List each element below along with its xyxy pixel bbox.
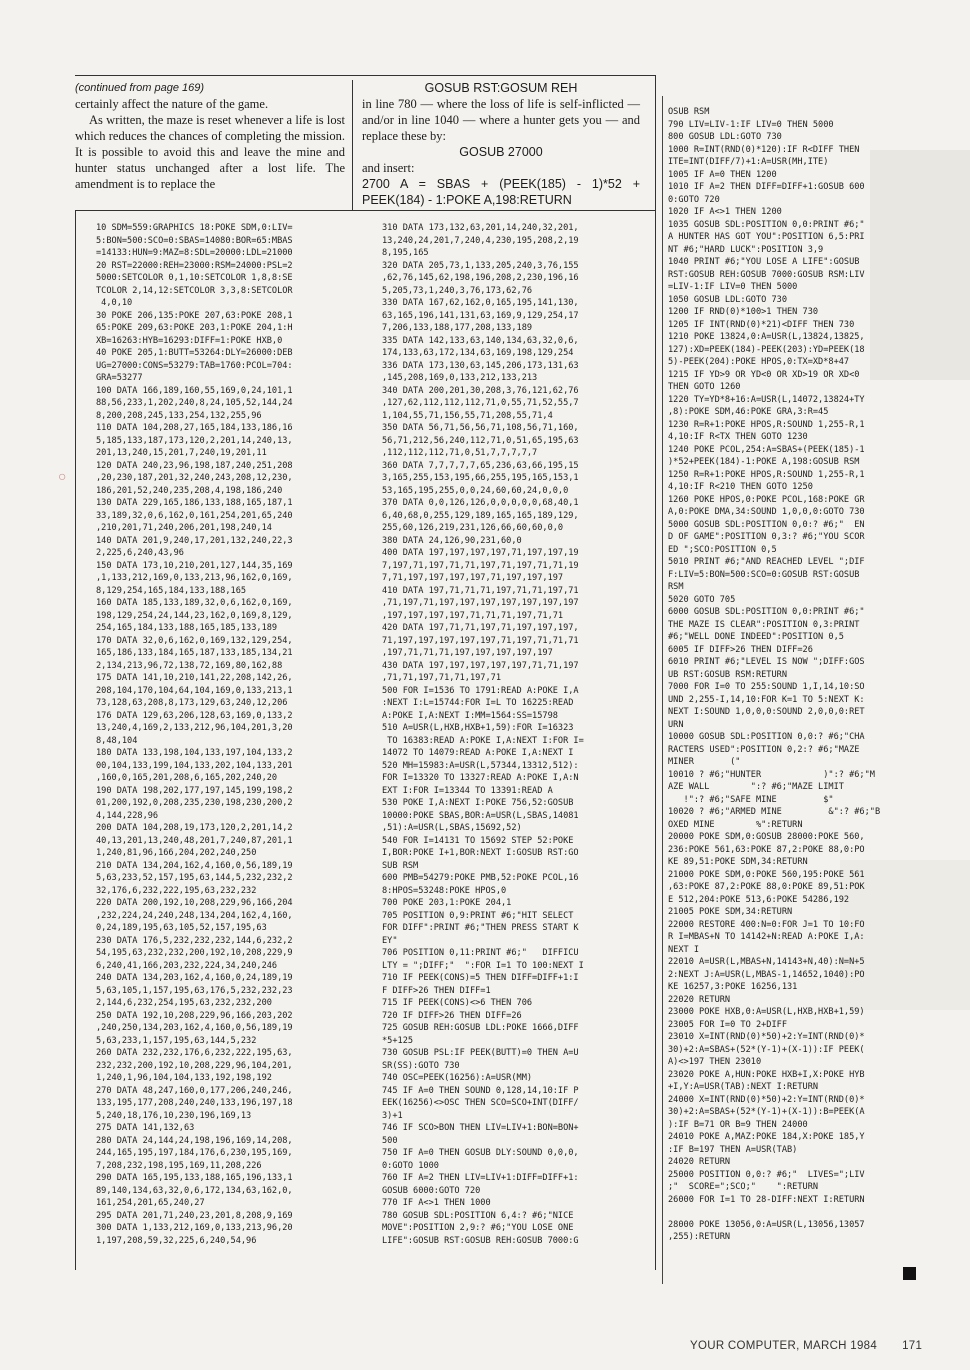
code-line: 705 POSITION 0,9:PRINT #6;"HIT SELECT: [382, 910, 574, 921]
code-line: 130 DATA 229,165,186,133,188,165,187,1: [96, 498, 293, 508]
code-line: 127):XD=PEEK(184)-PEEK(203):YD=PEEK(18: [668, 344, 865, 355]
code-line: 54,195,63,232,232,200,192,10,208,229,9: [96, 948, 293, 958]
code-line: 73,128,63,208,8,173,129,63,240,12,206: [96, 698, 288, 708]
code-line: 760 IF A=2 THEN LIV=LIV+1:DIFF=DIFF+1:: [382, 1173, 579, 1183]
code-line: NEXT I:SOUND 1,0,0,0:SOUND 2,0,0,0:RET: [668, 707, 865, 717]
listing-frame-right: [655, 75, 656, 1270]
code-line: 0,24,189,195,63,105,52,157,195,63: [96, 923, 267, 933]
code-line: 25000 POSITION 0,0:? #6;" LIVES=";LIV: [668, 1169, 865, 1180]
code-line: 1260 POKE HPOS,0:POKE PCOL,168:POKE GR: [668, 494, 865, 505]
end-mark: [903, 1267, 916, 1280]
code-line: 100 DATA 166,189,160,55,169,0,24,101,1: [96, 385, 293, 396]
code-line: RST:GOSUB REH:GOSUB 7000:GOSUB RSM:LIV: [668, 269, 865, 280]
code-line: 295 DATA 201,71,240,23,201,8,208,9,169: [96, 1210, 293, 1221]
code-line: UND 2,255-I,14,10:FOR K=1 TO 5:NEXT K:: [668, 694, 865, 705]
code-line: MOVE":POSITION 2,9:? #6;"YOU LOSE ONE: [382, 1223, 574, 1233]
code-line: 750 IF A=0 THEN GOSUB DLY:SOUND 0,0,0,: [382, 1148, 579, 1158]
code-line: 8,200,208,245,133,254,132,255,96: [96, 410, 262, 421]
code-line: 22010 A=USR(L,MBAS+N,14143+N,40):N=N+5: [668, 957, 865, 967]
code-line: 10 SDM=559:GRAPHICS 18:POKE SDM,0:LIV=: [96, 223, 293, 233]
code-line: 1,104,55,71,156,55,71,208,55,71,4: [382, 410, 553, 421]
code-line: )*52+PEEK(184)-1:POKE A,198:GOSUB RSM: [668, 457, 860, 467]
code-line: +I,Y:A=USR(TAB):NEXT I:RETURN: [668, 1082, 819, 1092]
code-line: EEK(16256)<>OSC THEN SCO=SCO+INT(DIFF/: [382, 1098, 579, 1108]
code-line: 40,13,201,13,240,48,201,7,240,87,201,1: [96, 835, 293, 846]
code-line: 1,197,208,59,32,225,6,240,54,96: [96, 1235, 257, 1246]
code-line: 5,63,233,52,157,195,63,144,5,232,232,2: [96, 873, 293, 883]
code-line: =LIV-1:IF LIV=0 THEN 5000: [668, 282, 798, 292]
listing-column-1: [96, 222, 293, 1247]
code-line: 186,201,52,240,235,208,4,198,186,240: [96, 485, 283, 496]
code-line: ,145,208,169,0,133,212,133,213: [382, 373, 538, 383]
code-line: [668, 1206, 880, 1219]
code-line: 170 DATA 32,0,6,162,0,169,132,129,254,: [96, 635, 293, 646]
code-line: 1020 IF A<>1 THEN 1200: [668, 207, 782, 217]
code-line: 5020 GOTO 705: [668, 594, 736, 605]
code-line: 530 POKE I,A:NEXT I:POKE 756,52:GOSUB: [382, 798, 574, 808]
code-line: 175 DATA 141,10,210,141,22,208,142,26,: [96, 673, 293, 683]
code-line: 10000 GOSUB SDL:POSITION 0,0:? #6;"CHA: [668, 732, 865, 742]
code-line: FOR DIFF":PRINT #6;"THEN PRESS START K: [382, 923, 579, 933]
code-line: 250 DATA 192,10,208,229,96,166,203,202: [96, 1010, 293, 1021]
code-line: I,BOR:POKE I+1,BOR:NEXT I:GOSUB RST:GO: [382, 848, 579, 858]
code-line: ,71,71,197,71,71,197,71: [382, 673, 501, 683]
code-line: 6000 GOSUB SDL:POSITION 0,0:PRINT #6;": [668, 607, 865, 617]
code-line: 320 DATA 205,73,1,133,205,240,3,76,155: [382, 260, 579, 271]
magazine-issue: YOUR COMPUTER, MARCH 1984: [690, 1340, 878, 1352]
code-line: 260 DATA 232,232,176,6,232,222,195,63,: [96, 1048, 293, 1058]
code-line: 800 GOSUB LDL:GOTO 730: [668, 132, 782, 142]
code-line: 230 DATA 176,5,232,232,232,144,6,232,2: [96, 935, 293, 946]
code-line: 730 GOSUB PSL:IF PEEK(BUTT)=0 THEN A=U: [382, 1048, 579, 1058]
code-line: RSM: [668, 582, 684, 592]
code-line: 89,140,134,63,32,0,6,172,134,63,162,0,: [96, 1185, 293, 1196]
top-rule: [75, 75, 655, 76]
amendment-text: [362, 80, 640, 208]
code-line: 400 DATA 197,197,197,197,71,197,197,19: [382, 548, 579, 558]
code-line: 176 DATA 129,63,206,128,63,169,0,133,2: [96, 710, 293, 721]
code-line: UB RST:GOSUB RSM:RETURN: [668, 669, 787, 680]
code-line: 1220 TY=YD*8+16:A=USR(L,14072,13824+TY: [668, 394, 865, 405]
code-line: 13,240,4,169,2,133,212,96,104,201,3,20: [96, 723, 293, 733]
listing-frame-top: [75, 210, 655, 211]
code-line: 200 DATA 104,208,19,173,120,2,201,14,2: [96, 823, 293, 833]
code-line: SUB RSM: [382, 860, 419, 871]
code-line: 23010 X=INT(RND(0)*50)+2:Y=INT(RND(0)*: [668, 1032, 865, 1042]
code-line: ):IF B=71 OR B=9 THEN 24000: [668, 1119, 808, 1130]
code-line: 7,208,232,198,195,169,11,208,226: [96, 1160, 262, 1171]
code-line: R I=MBAS+N TO 14142+N:READ A:POKE I,A:: [668, 932, 865, 942]
code-line: #6;"WELL DONE INDEED":POSITION 0,5: [668, 632, 844, 642]
code-line: 740 OSC=PEEK(16256):A=USR(MM): [382, 1073, 533, 1083]
column-rule: [352, 80, 353, 210]
code-line: ,197,71,71,71,197,197,197,197,197: [382, 648, 553, 658]
code-line: 280 DATA 24,144,24,198,196,169,14,208,: [96, 1135, 293, 1146]
code-line: 500: [382, 1135, 398, 1146]
code-line: 63,165,196,141,131,63,169,9,129,254,17: [382, 310, 579, 321]
code-line: 7,197,71,197,71,71,197,71,197,71,71,19: [382, 560, 579, 571]
code-line: 110 DATA 104,208,27,165,184,133,186,16: [96, 423, 293, 433]
code-line: 254,165,184,133,188,165,185,133,189: [96, 623, 278, 633]
code-line: 1010 IF A=2 THEN DIFF=DIFF+1:GOSUB 600: [668, 182, 865, 192]
code-line: 133,195,177,208,240,240,133,196,197,18: [96, 1098, 293, 1108]
code-line: 330 DATA 167,62,162,0,165,195,141,130,: [382, 298, 579, 308]
code-line: 23020 POKE A,HUN:POKE HXB+I,X:POKE HYB: [668, 1069, 865, 1080]
code-line: A)<>197 THEN 23010: [668, 1057, 762, 1067]
code-line: 20000 POKE SDM,0:GOSUB 28000:POKE 560,: [668, 832, 865, 842]
code-line: 1210 POKE 13824,0:A=USR(L,13824,13825,: [668, 332, 865, 342]
code-line: EXT I:FOR I=13344 TO 13391:READ A: [382, 785, 553, 796]
code-line: 160 DATA 185,133,189,32,0,6,162,0,169,: [96, 598, 293, 608]
code-line: 1005 IF A=0 THEN 1200: [668, 169, 777, 180]
code-line: LTY = ";DIFF;" ":FOR I=1 TO 100:NEXT I: [382, 960, 584, 971]
code-line: 174,133,63,172,134,63,169,198,129,254: [382, 348, 574, 358]
code-line: 53,165,195,255,0,0,24,60,60,24,0,0,0: [382, 485, 569, 496]
code-line: ,63:POKE 87,2:POKE 88,0:POKE 89,51:POK: [668, 882, 865, 892]
code-line: 210 DATA 134,204,162,4,160,0,56,189,19: [96, 860, 293, 871]
code-line: 2,134,213,96,72,138,72,169,80,162,88: [96, 660, 283, 671]
code-line: 7000 FOR I=0 TO 255:SOUND 1,I,14,10:SO: [668, 682, 865, 692]
code-line: 5000 GOSUB SDL:POSITION 0,0:? #6;" EN: [668, 519, 865, 530]
code-line: ITE=INT(DIFF/7)+1:A=USR(MH,ITE): [668, 157, 829, 167]
code-line: ,51):A=USR(L,SBAS,15692,52): [382, 823, 522, 833]
code-line: ,255):RETURN: [668, 1232, 731, 1242]
code-line: 1000 R=INT(RND(0)*120):IF R<DIFF THEN: [668, 144, 860, 155]
code-line: 14072 TO 14079:READ A:POKE I,A:NEXT I: [382, 748, 574, 758]
code-line: 430 DATA 197,197,197,197,197,71,71,197: [382, 660, 579, 671]
code-line: 410 DATA 197,71,71,71,197,71,71,197,71: [382, 585, 579, 596]
code-line: 255,60,126,219,231,126,66,60,60,0,0: [382, 523, 564, 533]
code-line: 745 IF A=0 THEN SOUND 0,128,14,10:IF P: [382, 1085, 579, 1096]
code-line: 1215 IF YD>9 OR YD<0 OR XD>19 OR XD<0: [668, 369, 860, 380]
code-line: D OF GAME":POSITION 0,3:? #6;"YOU SCOR: [668, 532, 865, 542]
margin-mark: ○: [58, 468, 67, 484]
code-line: 360 DATA 7,7,7,7,7,65,236,63,66,195,15: [382, 460, 579, 471]
code-line: ,112,112,112,71,0,51,7,7,7,7,7: [382, 448, 538, 458]
amendment-insert: and insert:: [362, 161, 415, 175]
code-line: SR(SS):GOTO 730: [382, 1060, 460, 1071]
code-line: 1,240,81,96,166,204,202,240,250: [96, 848, 257, 858]
code-line: 56,71,212,56,240,112,71,0,51,65,195,63: [382, 435, 579, 446]
code-line: ,160,0,165,201,208,6,165,202,240,20: [96, 773, 278, 783]
code-line: 28000 POKE 13056,0:A=USR(L,13056,13057: [668, 1219, 865, 1230]
code-line: 275 DATA 141,132,63: [96, 1123, 195, 1133]
code-line: 600 PMB=54279:POKE PMB,52:POKE PCOL,16: [382, 873, 579, 883]
code-line: 350 DATA 56,71,56,56,71,108,56,71,160,: [382, 423, 579, 433]
code-line: TCOLOR 2,14,12:SETCOLOR 3,3,8:SETCOLOR: [96, 285, 293, 296]
listing-column-2: [382, 222, 584, 1247]
code-line: 1205 IF INT(RND(0)*21)<DIFF THEN 730: [668, 319, 855, 330]
code-line: 725 GOSUB REH:GOSUB LDL:POKE 1666,DIFF: [382, 1023, 579, 1033]
intro-text: [75, 80, 345, 192]
code-line: 380 DATA 24,126,90,231,60,0: [382, 535, 522, 546]
code-line: 5)-PEEK(204):POKE HPOS,0:TX=XD*8+47: [668, 357, 850, 367]
code-line: 1230 R=R+1:POKE HPOS,R:SOUND 1,255-R,1: [668, 419, 865, 430]
code-line: *5+125: [382, 1035, 414, 1046]
code-line: GOSUB 6000:GOTO 720: [382, 1185, 481, 1196]
code-line: ,71,197,71,197,197,197,197,197,197,197: [382, 598, 579, 608]
code-line: 3,165,255,153,195,66,255,195,165,153,1: [382, 473, 579, 483]
code-line: RACTERS USED":POSITION 0,2:? #6;"MAZE: [668, 744, 860, 755]
code-line: KE 16257,3:POKE 16256,131: [668, 982, 798, 992]
code-line: 746 IF SCO>BON THEN LIV=LIV+1:BON=BON+: [382, 1123, 579, 1133]
code-line: 8,195,165: [382, 248, 429, 258]
code-line: :NEXT I:L=15744:FOR I=L TO 16225:READ: [382, 698, 574, 708]
code-line: 33,189,32,0,6,162,0,161,254,201,65,240: [96, 510, 293, 521]
code-line: 8:HPOS=53248:POKE HPOS,0: [382, 885, 507, 896]
code-line: 4,10:IF R<210 THEN GOTO 1250: [668, 482, 813, 492]
code-line: 720 IF DIFF>26 THEN DIFF=26: [382, 1010, 522, 1021]
code-line: 236:POKE 561,63:POKE 87,2:POKE 88,0:PO: [668, 844, 865, 855]
code-line: 6,40,68,0,255,129,189,165,165,189,129,: [382, 510, 579, 521]
code-line: 335 DATA 142,133,63,140,134,63,32,0,6,: [382, 335, 579, 346]
code-line: 30)+2:A=SBAS+(52*(Y-1)+(X-1)):B=PEEK(A: [668, 1107, 865, 1117]
code-line: 10000:POKE SBAS,BOR:A=USR(L,SBAS,14081: [382, 810, 579, 821]
code-line: 65:POKE 209,63:POKE 203,1:POKE 204,1:H: [96, 323, 293, 333]
code-line: 0:GOTO 1000: [382, 1160, 439, 1171]
code-line: 7,71,197,197,197,197,71,197,197,197: [382, 573, 564, 583]
code-line: 300 DATA 1,133,212,169,0,133,213,96,20: [96, 1223, 293, 1233]
code-line: 5010 PRINT #6;"AND REACHED LEVEL ";DIF: [668, 557, 865, 567]
amendment-paragraph: in line 780 — where the loss of life is self-inflicted — and/or in line 1040 — where a hunter gets you — and replace these by:: [362, 97, 640, 143]
page-number: 171: [902, 1340, 923, 1352]
code-line: 20 RST=22000:REH=23000:RSM=24000:PSL=2: [96, 260, 293, 271]
code-line: 510 A=USR(L,HXB,HXB+1,59):FOR I=16323: [382, 723, 574, 733]
code-line: TO 16383:READ A:POKE I,A:NEXT I:FOR I=: [382, 735, 584, 746]
code-line: KE 89,51:POKE SDM,34:RETURN: [668, 857, 808, 867]
code-line: 24020 RETURN: [668, 1157, 731, 1167]
code-line: 22000 RESTORE 400:N=0:FOR J=1 TO 10:FO: [668, 919, 865, 930]
code-line: 244,165,195,197,184,176,6,230,195,169,: [96, 1148, 293, 1158]
code-line: 310 DATA 173,132,63,201,14,240,32,201,: [382, 223, 579, 233]
code-line: ,240,250,134,203,162,4,160,0,56,189,19: [96, 1023, 293, 1033]
code-line: :IF B=197 THEN A=USR(TAB): [668, 1144, 798, 1155]
code-line: 71,197,197,197,197,197,71,197,71,71,71: [382, 635, 579, 646]
page-footer: [690, 1340, 922, 1352]
intro-paragraph-2: As written, the maze is reset whenever a life is lost which reduces the chances of completing the mission. It is possible to avoid this and leave the mine and hunter status unchanged after a lost life. The amendment is to replace the: [75, 113, 345, 191]
code-line: 232,232,200,192,10,208,229,96,104,201,: [96, 1060, 293, 1071]
code-line: F:LIV=5:BON=500:SCO=0:GOSUB RST:GOSUB: [668, 569, 860, 580]
code-line: 5000:SETCOLOR 0,1,10:SETCOLOR 1,8,8:SE: [96, 273, 293, 283]
code-line: 32,176,6,232,222,195,63,232,232: [96, 885, 257, 896]
code-line: ,127,62,112,112,112,71,0,55,71,52,55,7: [382, 398, 579, 408]
code-line: !":? #6;"SAFE MINE $": [668, 794, 834, 805]
code-line: 8,48,104: [96, 735, 138, 746]
code-line: XB=16263:HYB=16293:DIFF=1:POKE HXB,0: [96, 335, 283, 346]
code-line: 165,186,133,184,165,187,133,185,134,21: [96, 648, 293, 658]
code-line: ,197,197,197,197,71,71,71,197,71,71: [382, 610, 564, 621]
listing-frame-left: [75, 210, 76, 1270]
code-line: AZE WALL ":? #6;"MAZE LIMIT: [668, 782, 844, 792]
code-line: 1250 R=R+1:POKE HPOS,R:SOUND 1,255-R,1: [668, 469, 865, 480]
code-line: 8,129,254,165,184,133,188,165: [96, 585, 247, 596]
code-line: 5,240,18,176,10,230,196,169,13: [96, 1110, 252, 1121]
code-line: 23000 POKE HXB,0:A=USR(L,HXB,HXB+1,59): [668, 1007, 865, 1017]
code-line: 190 DATA 198,202,177,197,145,199,198,2: [96, 785, 293, 796]
code-line: 6010 PRINT #6;"LEVEL IS NOW ";DIFF:GOS: [668, 657, 865, 667]
code-line: E 512,204:POKE 513,6:POKE 54286,192: [668, 894, 850, 905]
code-line: ;" SCORE=";SCO;" ":RETURN: [668, 1182, 819, 1192]
code-line: 540 FOR I=14131 TO 15692 STEP 52:POKE: [382, 835, 574, 846]
amendment-gosub: GOSUB 27000: [459, 145, 543, 159]
code-line: ,1,133,212,169,0,133,213,96,162,0,169,: [96, 573, 293, 583]
code-line: 220 DATA 200,192,10,208,229,96,166,204: [96, 898, 293, 908]
code-line: THE MAZE IS CLEAR":POSITION 0,3:PRINT: [668, 619, 860, 630]
code-line: 420 DATA 197,71,71,197,71,197,197,197,: [382, 623, 579, 633]
code-line: 0:GOTO 720: [668, 194, 720, 205]
code-line: 1050 GOSUB LDL:GOTO 730: [668, 294, 787, 305]
code-line: 208,104,170,104,64,104,169,0,133,213,1: [96, 685, 293, 696]
code-line: 4,144,228,96: [96, 810, 159, 821]
code-line: 21005 POKE SDM,34:RETURN: [668, 907, 793, 917]
code-line: OXED MINE %":RETURN: [668, 819, 803, 830]
code-line: ,20,230,187,201,32,240,243,208,12,230,: [96, 473, 293, 483]
code-line: A HUNTER HAS GOT YOU":POSITION 6,5:PRI: [668, 232, 865, 242]
code-line: 5,185,133,187,173,120,2,201,14,240,13,: [96, 435, 293, 446]
code-line: GRA=53277: [96, 373, 143, 383]
code-line: 5,63,233,1,157,195,63,144,5,232: [96, 1035, 257, 1046]
code-line: NEXT I: [668, 944, 700, 955]
code-line: 24010 POKE A,MAZ:POKE 184,X:POKE 185,Y: [668, 1132, 865, 1142]
code-line: 790 LIV=LIV-1:IF LIV=0 THEN 5000: [668, 119, 834, 130]
code-line: 22020 RETURN: [668, 994, 731, 1005]
code-line: 1240 POKE PCOL,254:A=SBAS+(PEEK(185)-1: [668, 444, 865, 455]
code-line: ,62,76,145,62,198,196,208,2,230,196,16: [382, 273, 579, 283]
code-line: URN: [668, 719, 684, 730]
code-line: 340 DATA 200,201,30,208,3,76,121,62,76: [382, 385, 579, 396]
code-line: 5:BON=500:SCO=0:SBAS=14080:BOR=65:MBAS: [96, 235, 293, 246]
code-line: 10020 ? #6;"ARMED MINE &":? #6;"B: [668, 807, 881, 817]
code-line: THEN GOTO 1260: [668, 382, 741, 392]
code-line: 6005 IF DIFF>26 THEN DIFF=26: [668, 644, 813, 655]
code-line: 201,13,240,15,201,7,240,19,201,11: [96, 448, 267, 458]
code-line: A:POKE I,A:NEXT I:MM=1564:SS=15798: [382, 710, 558, 721]
code-line: 4,0,10: [96, 298, 133, 308]
code-line: 00,104,133,199,104,133,202,104,133,201: [96, 760, 293, 771]
code-line: 1040 PRINT #6;"YOU LOSE A LIFE":GOSUB: [668, 257, 860, 267]
code-line: 270 DATA 48,247,160,0,177,206,240,246,: [96, 1085, 293, 1096]
code-line: 2:NEXT J:A=USR(L,MBAS-1,14652,1040):PO: [668, 969, 865, 980]
code-line: 520 MH=15983:A=USR(L,57344,13312,512):: [382, 760, 579, 771]
code-line: 140 DATA 201,9,240,17,201,132,240,22,3: [96, 535, 293, 546]
code-line: 24000 X=INT(RND(0)*50)+2:Y=INT(RND(0)*: [668, 1094, 865, 1105]
code-line: 700 POKE 203,1:POKE 204,1: [382, 898, 512, 908]
code-line: 5,205,73,1,240,3,76,173,62,76: [382, 285, 533, 296]
code-line: 240 DATA 134,203,162,4,160,0,24,189,19: [96, 973, 293, 983]
code-line: 198,129,254,24,144,23,162,0,169,8,129,: [96, 610, 293, 621]
amendment-code: 2700 A = SBAS + (PEEK(185) - 1)*52 + PEEK(184) - 1:POKE A,198:RETURN: [362, 177, 640, 207]
code-line: UG=27000:CONS=53279:TAB=1760:PCOL=704:: [96, 360, 293, 371]
code-line: 13,240,24,201,7,240,4,230,195,208,2,19: [382, 235, 579, 246]
code-line: 710 IF PEEK(CONS)=5 THEN DIFF=DIFF+1:I: [382, 973, 579, 983]
listing-column-3: [668, 106, 880, 1244]
code-line: 706 POSITION 0,11:PRINT #6;" DIFFICU: [382, 948, 579, 958]
intro-paragraph-1: certainly affect the nature of the game.: [75, 97, 269, 111]
code-line: ,232,224,24,240,248,134,204,162,4,160,: [96, 910, 293, 921]
code-line: 150 DATA 173,10,210,201,127,144,35,169: [96, 560, 293, 571]
code-line: 3)+1: [382, 1110, 403, 1121]
continued-note: (continued from page 169): [75, 82, 205, 94]
code-line: 161,254,201,65,240,27: [96, 1198, 205, 1208]
code-line: 26000 FOR I=1 TO 28-DIFF:NEXT I:RETURN: [668, 1194, 865, 1205]
code-line: A,0:POKE DMA,34:SOUND 1,0,0,0:GOTO 730: [668, 507, 865, 517]
code-line: 290 DATA 165,195,133,188,165,196,133,1: [96, 1173, 293, 1183]
code-line: 30 POKE 206,135:POKE 207,63:POKE 208,1: [96, 310, 293, 321]
code-line: 10010 ? #6;"HUNTER )":? #6;"M: [668, 769, 875, 780]
code-line: 40 POKE 205,1:BUTT=53264:DLY=26000:DEB: [96, 348, 293, 358]
code-line: 370 DATA 0,0,126,126,0,0,0,0,0,68,40,1: [382, 498, 579, 508]
code-line: 21000 POKE SDM,0:POKE 560,195:POKE 561: [668, 869, 865, 880]
code-line: LIFE":GOSUB RST:GOSUB REH:GOSUB 7000:G: [382, 1235, 579, 1246]
code-line: 88,56,233,1,202,240,8,24,105,52,144,24: [96, 398, 293, 408]
code-line: EY": [382, 935, 398, 946]
code-line: =14133:HUN=9:MAZ=8:SDL=20000:LDL=21000: [96, 248, 293, 258]
code-line: 4,10:IF R<TX THEN GOTO 1230: [668, 432, 808, 442]
code-line: 6,240,41,166,203,232,224,34,240,246: [96, 960, 278, 971]
code-line: FOR I=13320 TO 13327:READ A:POKE I,A:N: [382, 773, 579, 783]
code-line: 120 DATA 240,23,96,198,187,240,251,208: [96, 460, 293, 471]
code-line: 5,63,105,1,157,195,63,176,5,232,232,23: [96, 985, 293, 996]
code-line: 336 DATA 173,130,63,145,206,173,131,63: [382, 360, 579, 371]
code-line: ,8):POKE SDM,46:POKE GRA,3:R=45: [668, 407, 829, 417]
code-line: 770 IF A<>1 THEN 1000: [382, 1198, 491, 1208]
code-line: 500 FOR I=1536 TO 1791:READ A:POKE I,A: [382, 685, 579, 696]
code-line: 1200 IF RND(0)*100>1 THEN 730: [668, 307, 819, 317]
code-line: 715 IF PEEK(CONS)<>6 THEN 706: [382, 998, 533, 1008]
code-line: 01,200,192,0,208,235,230,198,230,200,2: [96, 798, 293, 808]
code-line: 1035 GOSUB SDL:POSITION 0,0:PRINT #6;": [668, 219, 865, 230]
code-line: 1,240,1,96,104,104,133,192,198,192: [96, 1073, 272, 1083]
code-line: MINER (": [668, 757, 741, 767]
code-line: 2,144,6,232,254,195,63,232,232,200: [96, 998, 272, 1008]
code-line: 180 DATA 133,198,104,133,197,104,133,2: [96, 748, 293, 758]
code-line: OSUB RSM: [668, 107, 710, 117]
code-line: 30)+2:A=SBAS+(52*(Y-1)+(X-1)):IF PEEK(: [668, 1044, 865, 1055]
code-line: NT #6;"HARD LUCK":POSITION 3,9: [668, 244, 824, 255]
code-line: 2,225,6,240,43,96: [96, 548, 184, 558]
code-line: 23005 FOR I=0 TO 2+DIFF: [668, 1019, 787, 1030]
code-line: 780 GOSUB SDL:POSITION 6,4:? #6;"NICE: [382, 1210, 574, 1221]
code-line: ,210,201,71,240,206,201,198,240,14: [96, 523, 272, 533]
code-line: F DIFF>26 THEN DIFF=1: [382, 985, 491, 996]
amendment-heading: GOSUB RST:GOSUM REH: [424, 81, 578, 95]
code-line: ED ";SCO:POSITION 0,5: [668, 544, 777, 555]
code-line: 7,206,133,188,177,208,133,189: [382, 323, 533, 333]
